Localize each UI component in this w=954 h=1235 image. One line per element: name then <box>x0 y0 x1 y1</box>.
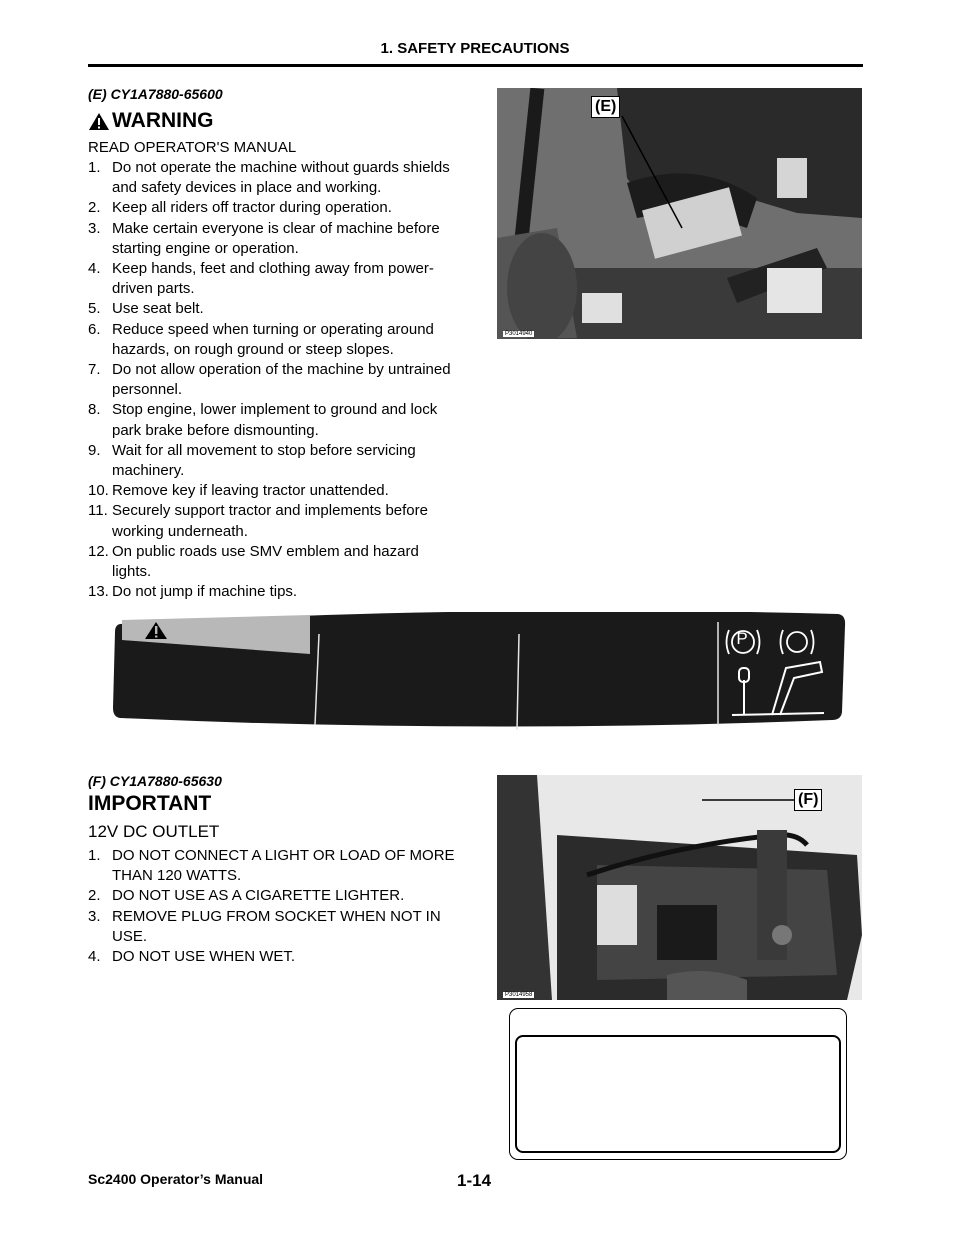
photo-f <box>497 775 862 1000</box>
photo-f-code: P3014958 <box>505 992 533 998</box>
list-item-number: 3. <box>88 219 101 237</box>
list-item-text: On public roads use SMV emblem and hazard lights. <box>112 542 419 581</box>
section-e-code-label: (E) <box>88 86 107 102</box>
list-item-number: 5. <box>88 300 101 318</box>
list-item-number: 2. <box>88 199 101 217</box>
important-heading: IMPORTANT <box>88 792 212 815</box>
section-f-code-label: (F) <box>88 773 106 789</box>
list-item-text: Do not allow operation of the machine by untrained personnel. <box>112 361 451 399</box>
list-item-text: Stop engine, lower implement to ground and lock park brake before dismounting. <box>112 401 438 439</box>
section-f-code <box>88 773 222 789</box>
list-item-text: DO NOT USE WHEN WET. <box>112 948 296 966</box>
section-f-code-number: CY1A7880-65630 <box>109 773 222 789</box>
list-item-number: 9. <box>88 441 101 459</box>
list-item-text: DO NOT CONNECT A LIGHT OR LOAD OF MORE THAN 120 WATTS. <box>112 847 455 885</box>
decal-f <box>509 1008 847 1160</box>
list-item <box>88 198 458 218</box>
list-item-number: 1. <box>88 847 101 864</box>
list-item-number: 10. <box>88 482 109 500</box>
list-item <box>88 360 458 400</box>
park-symbol-label: P <box>736 629 748 648</box>
list-item-number: 8. <box>88 401 101 419</box>
section-f-list <box>88 846 458 967</box>
list-item <box>88 259 458 299</box>
list-item <box>88 219 458 259</box>
header-rule <box>88 64 863 67</box>
list-item-text: Keep all riders off tractor during operation. <box>112 199 392 217</box>
list-item-number: 3. <box>88 907 101 925</box>
warning-heading-text: WARNING <box>112 109 214 132</box>
list-item <box>88 481 458 501</box>
section-f-subheading: 12V DC OUTLET <box>88 822 220 841</box>
list-item-text: Securely support tractor and implements before working underneath. <box>112 502 428 540</box>
list-item <box>88 299 458 319</box>
list-item-number: 6. <box>88 320 101 338</box>
list-item <box>88 441 458 481</box>
list-item <box>88 501 458 541</box>
list-item-text: DO NOT USE AS A CIGARETTE LIGHTER. <box>112 887 405 905</box>
list-item <box>88 846 458 886</box>
photo-f-tag: (F) <box>794 789 822 811</box>
list-item-number: 4. <box>88 948 101 966</box>
list-item-text: Make certain everyone is clear of machine before starting engine or operation. <box>112 219 440 257</box>
photo-e-illustration <box>497 88 862 339</box>
decal-f-inner-frame <box>515 1035 841 1153</box>
list-item <box>88 907 458 947</box>
list-item-text: Do not jump if machine tips. <box>112 583 298 601</box>
warning-triangle-icon <box>88 112 110 131</box>
section-e-code-number: CY1A7880-65600 <box>110 86 223 102</box>
decal-e <box>112 612 846 737</box>
list-item <box>88 400 458 440</box>
list-item-number: 7. <box>88 361 101 379</box>
list-item <box>88 582 458 602</box>
list-item-text: Use seat belt. <box>112 300 204 318</box>
list-item-text: Wait for all movement to stop before servicing machinery. <box>112 441 416 480</box>
list-item-number: 13. <box>88 583 109 601</box>
list-item-number: 12. <box>88 542 109 560</box>
list-item <box>88 542 458 582</box>
list-item-number: 2. <box>88 887 101 905</box>
section-e-subheading: READ OPERATOR'S MANUAL <box>88 139 297 156</box>
list-item-number: 11. <box>88 502 108 520</box>
footer-manual-title: Sc2400 Operator’s Manual <box>88 1171 264 1187</box>
list-item <box>88 886 458 906</box>
list-item <box>88 320 458 360</box>
list-item-text: Keep hands, feet and clothing away from power-driven parts. <box>112 260 434 298</box>
footer-page-number: 1-14 <box>457 1171 492 1190</box>
list-item <box>88 158 458 198</box>
list-item-text: Reduce speed when turning or operating around hazards, on rough ground or steep slopes. <box>112 320 434 358</box>
list-item-text: REMOVE PLUG FROM SOCKET WHEN NOT IN USE. <box>112 907 441 945</box>
warning-heading <box>88 109 214 133</box>
section-e-code <box>88 86 223 102</box>
photo-e-tag: (E) <box>591 96 620 118</box>
list-item <box>88 947 458 967</box>
list-item-text: Do not operate the machine without guards shields and safety devices in place and working. <box>112 159 450 197</box>
photo-e <box>497 88 862 339</box>
list-item-number: 1. <box>88 159 101 176</box>
page-header-title: 1. SAFETY PRECAUTIONS <box>380 40 570 57</box>
photo-e-code: P3014940 <box>505 331 533 337</box>
list-item-text: Remove key if leaving tractor unattended. <box>112 482 389 500</box>
section-e-list <box>88 158 458 602</box>
list-item-number: 4. <box>88 260 101 278</box>
